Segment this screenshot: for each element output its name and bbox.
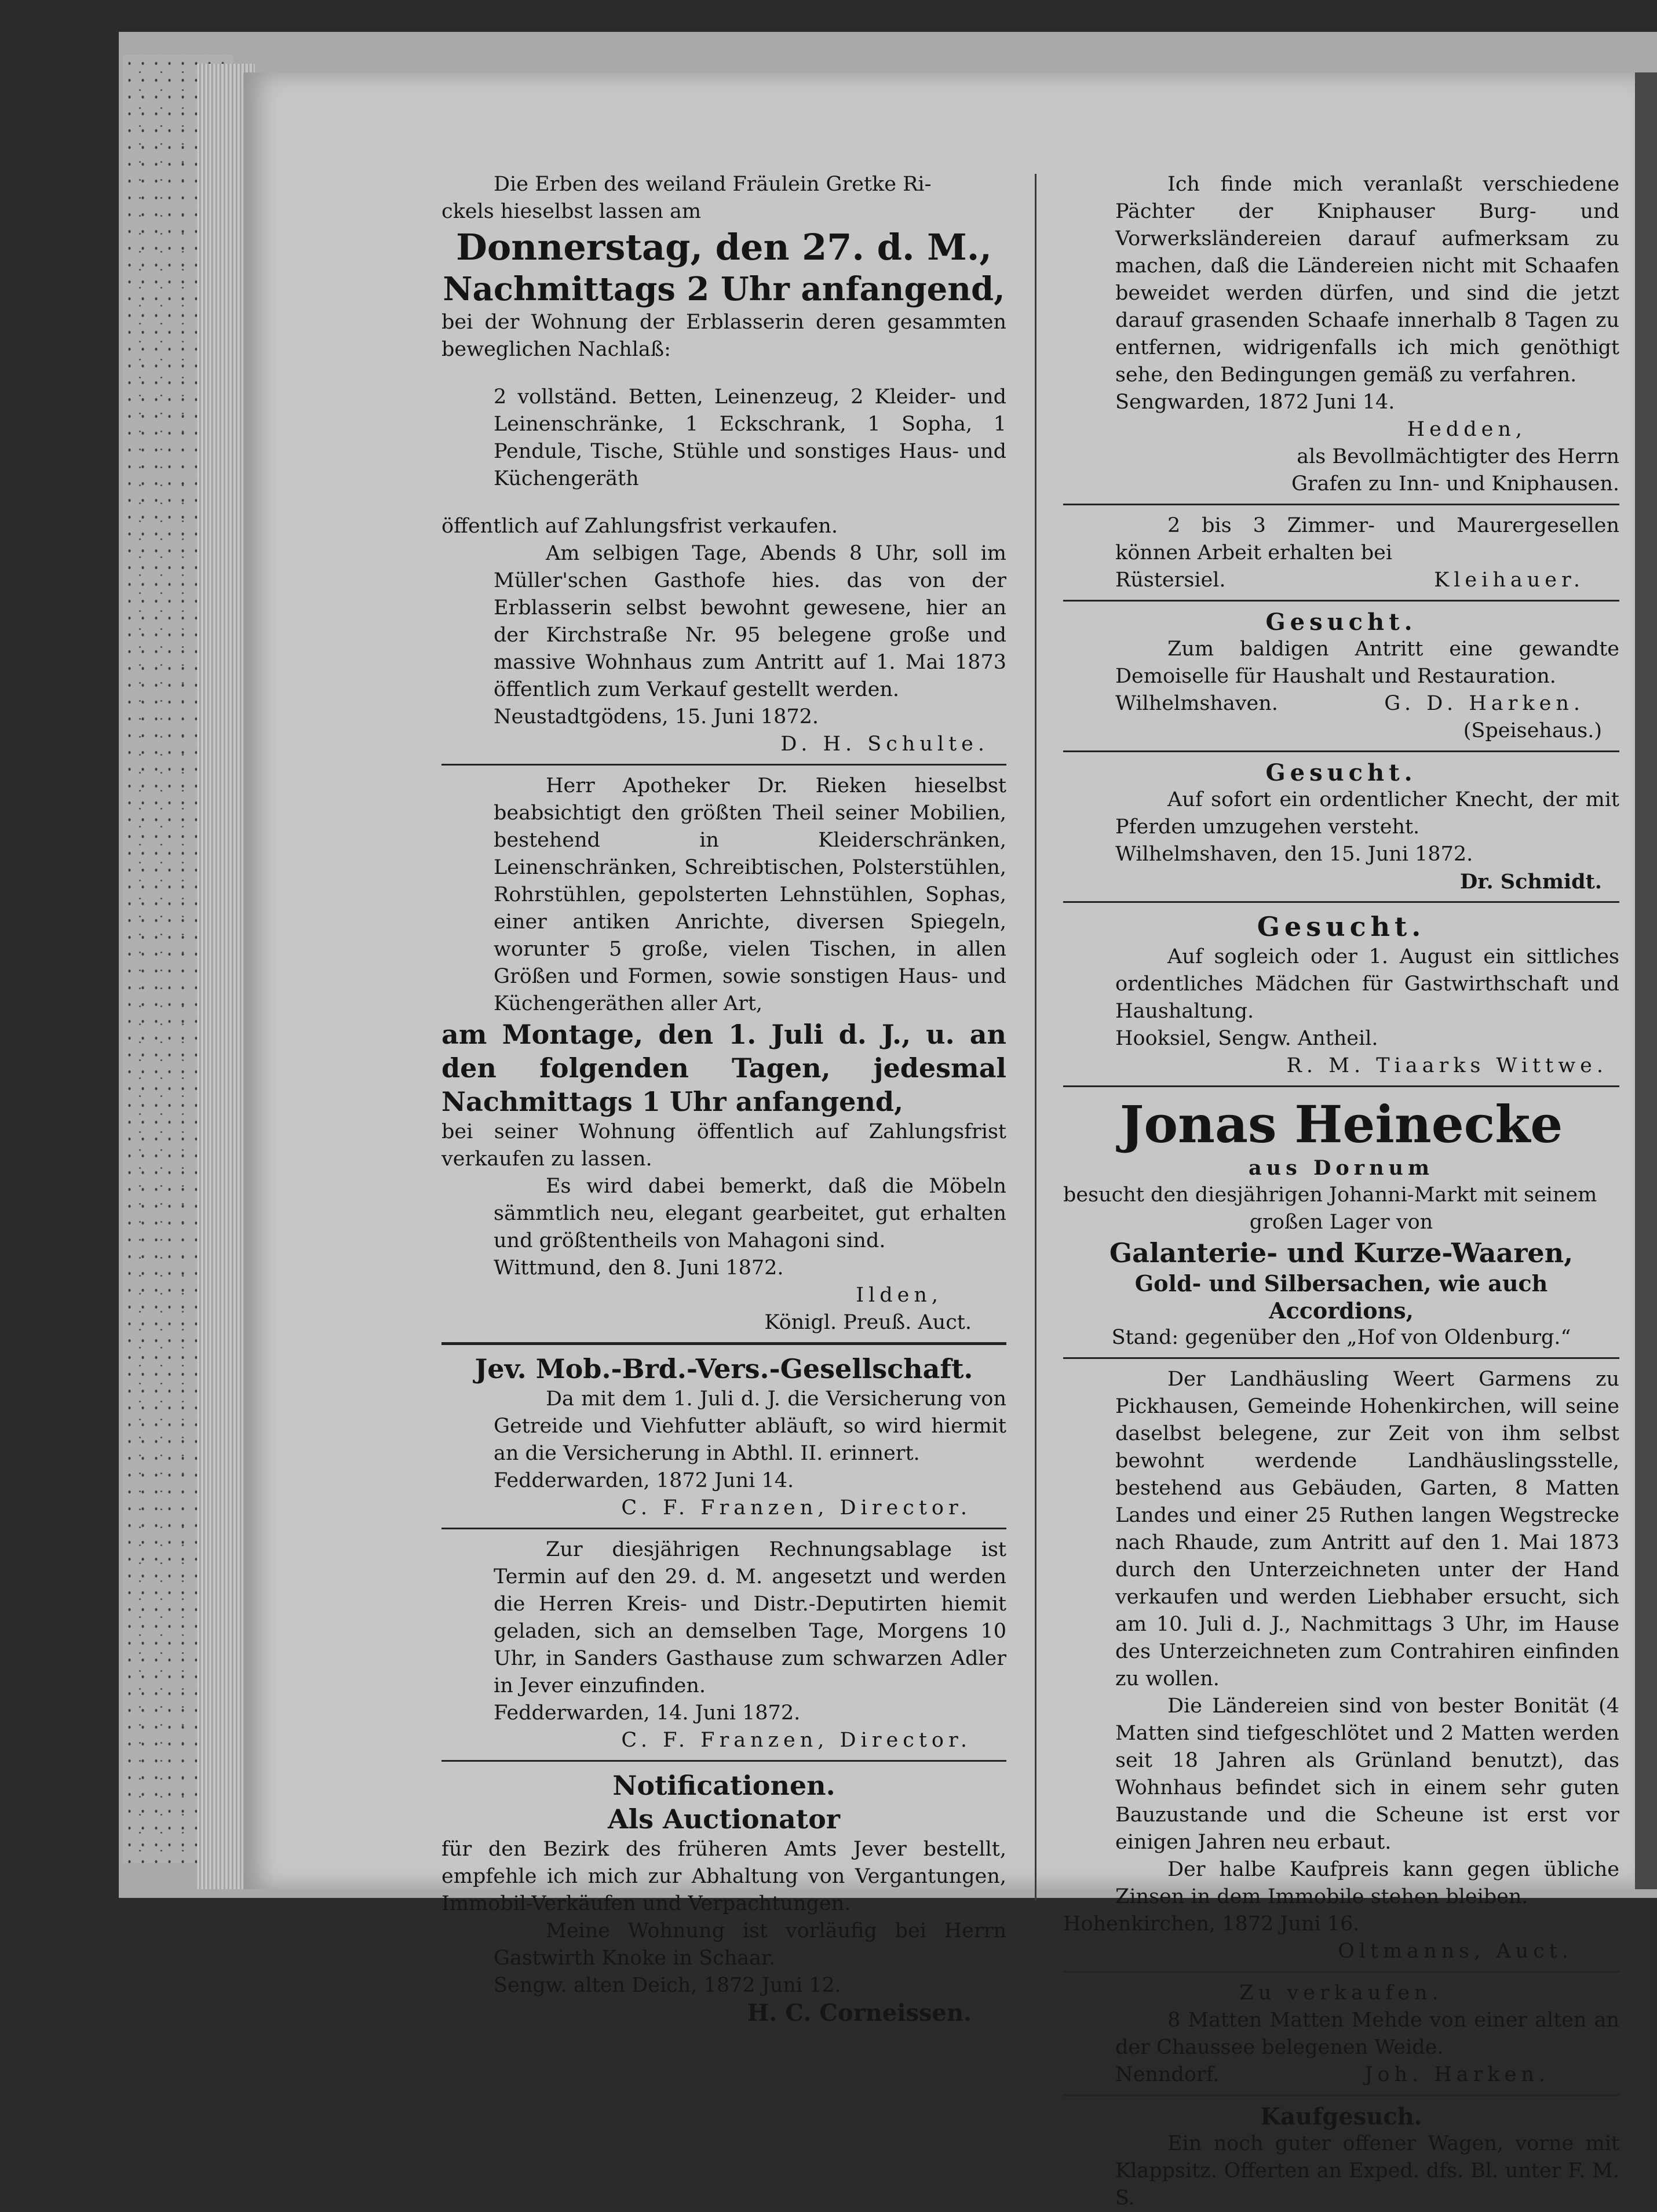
ad-signature-note: (Speisehaus.) [1463, 719, 1602, 742]
ad-separator [1063, 1085, 1619, 1087]
ad-signature: Joh. Harken. [1364, 2063, 1550, 2086]
ad-place: Hooksiel, Sengw. Antheil. [1115, 1027, 1378, 1050]
ad-item-list: 2 vollständ. Betten, Leinenzeug, 2 Kleider- und Leinenschränke, 1 Eckschrank, 1 Sopha, 1 Pendule, Tische, Stühle und sonstiges Haus- und Küchengeräth [494, 385, 1006, 490]
facing-page-edge [1635, 72, 1657, 1889]
ad-signature: C. F. Franzen, Director. [621, 1496, 972, 1519]
ad-place-date: Hohenkirchen, 1872 Juni 16. [1063, 1912, 1360, 1936]
ad-heinecke [1063, 1094, 1619, 1351]
ad-wanted-demoiselle [1063, 608, 1619, 745]
ad-headline: Gesucht. [1265, 608, 1417, 636]
ad-headline: Jonas Heinecke [1119, 1094, 1563, 1154]
ad-text: Zum baldigen Antritt eine gewandte Demoiselle für Haushalt und Restauration. [1115, 637, 1619, 688]
ad-separator [1063, 1357, 1619, 1359]
ad-masons [1063, 512, 1619, 594]
ad-auction-rieken [441, 772, 1006, 1336]
ad-headline: Gesucht. [1265, 759, 1417, 786]
ad-headline: Jev. Mob.-Brd.-Vers.-Gesellschaft. [475, 1353, 973, 1384]
ad-text: 8 Matten Matten Mehde von einer alten an der Chaussee belegenen Weide. [1115, 2009, 1619, 2059]
ad-separator [1063, 1971, 1619, 1973]
ad-text: Ein noch guter offener Wagen, vorne mit Klappsitz. Offerten an Exped. dfs. Bl. unter F. M. S. [1115, 2132, 1619, 2210]
ad-text: Herr Apotheker Dr. Rieken hieselbst beabsichtigt den größten Theil seiner Mobilien, bestehend in Kleiderschränken, Leinenschränken, Schreibtischen, Polsterstühlen, Rohrstühlen, gepolsterten Lehnstühlen, Sophas, einer antiken Anrichte, diversen Spiegeln, worunter 5 große, vielen Tischen, in allen Größen und Formen, sowie sonstigen Haus- und Küchengeräthen aller Art, [494, 774, 1006, 1015]
ad-subheadline: aus Dornum [1248, 1156, 1435, 1180]
ad-text: Auf sogleich oder 1. August ein sittliches ordentliches Mädchen für Gastwirthschaft und Haushaltung. [1115, 945, 1619, 1023]
ad-place-date: Sengw. alten Deich, 1872 Juni 12. [494, 1974, 841, 1997]
ad-signature: D. H. Schulte. [780, 733, 989, 756]
ad-signature-title: als Bevollmächtigter des Herrn [1297, 445, 1619, 468]
ad-separator [441, 1760, 1006, 1762]
left-column [441, 171, 1006, 2027]
ad-place-date: Fedderwarden, 14. Juni 1872. [494, 1701, 801, 1725]
ad-signature: Hedden, [1407, 418, 1527, 441]
ad-signature-title: Grafen zu Inn- und Kniphausen. [1291, 472, 1619, 495]
ad-separator [1063, 901, 1619, 903]
ad-text: Der Landhäusling Weert Garmens zu Pickhausen, Gemeinde Hohenkirchen, will seine daselbst belegene, zur Zeit von ihm selbst bewohnt werdende Landhäuslingsstelle, bestehend aus Gebäuden, Garten, 8 Matten Landes und einer 25 Ruthen langen Wegstrecke nach Rhaude, zum Antritt auf den 1. Mai 1873 durch den Unterzeichneten unter der Hand verkaufen und werden Liebhaber ersucht, sich am 10. Juli d. J., Nachmittags 3 Uhr, im Hause des Unterzeichneten zum Contrahiren einfinden zu wollen. [1115, 1368, 1619, 1690]
ad-text: Am selbigen Tage, Abends 8 Uhr, soll im Müller'schen Gasthofe hies. das von der Erblasserin selbst bewohnt gewesene, hier an der Kirchstraße Nr. 95 belegene große und massive Wohnhaus zum Antritt auf 1. Mai 1873 öffentlich zum Verkauf gestellt werden. [494, 542, 1006, 701]
section-heading: Notificationen. [612, 1770, 835, 1801]
ad-purchase-request [1063, 2103, 1619, 2212]
ad-place: Wilhelmshaven. [1115, 692, 1278, 715]
ad-separator [1063, 600, 1619, 602]
ad-signature: R. M. Tiaarks Wittwe. [1286, 1054, 1608, 1077]
ad-place-date: Wilhelmshaven, den 15. Juni 1872. [1115, 843, 1473, 866]
ad-text: Die Erben des weiland Fräulein Gretke Ri- [494, 173, 932, 196]
ad-headline: Kaufgesuch. [1260, 2103, 1422, 2130]
ad-headline: Nachmittags 2 Uhr anfangend, [443, 270, 1005, 308]
ad-footer-row [1063, 690, 1619, 717]
ad-signature: H. C. Corneissen. [747, 1999, 972, 2027]
ad-headline: Gesucht. [1257, 911, 1426, 942]
ad-text: Da mit dem 1. Juli d. J. die Versicherung von Getreide und Viehfutter abläuft, so wird hiermit an die Versicherung in Abthl. II. erinnert. [494, 1387, 1006, 1465]
ad-signature: Kleihauer. [1434, 569, 1585, 592]
ad-place: Nenndorf. [1115, 2063, 1220, 2086]
ad-text: öffentlich auf Zahlungsfrist verkaufen. [441, 515, 838, 538]
ad-signature: Oltmanns, Auct. [1338, 1940, 1573, 1963]
ad-for-sale [1063, 1980, 1619, 2089]
ad-separator [441, 1528, 1006, 1529]
ad-text: besucht den diesjährigen Johanni-Markt mit seinem [1063, 1183, 1597, 1207]
ad-text: Meine Wohnung ist vorläufig bei Herrn Gastwirth Knoke in Schaar. [494, 1919, 1006, 1970]
ad-text: bei der Wohnung der Erblasserin deren gesammten beweglichen Nachlaß: [441, 311, 1006, 361]
ad-signature: C. F. Franzen, Director. [621, 1729, 972, 1752]
ad-headline: Gold- und Silbersachen, wie auch Accordions, [1134, 1270, 1548, 1324]
ad-text: ckels hieselbst lassen am [441, 200, 702, 223]
ad-text: bei seiner Wohnung öffentlich auf Zahlungsfrist verkaufen zu lassen. [441, 1120, 1006, 1171]
ad-text: Stand: gegenüber den „Hof von Oldenburg.“ [1111, 1326, 1571, 1349]
ad-insurance [441, 1352, 1006, 1522]
ad-text: 2 bis 3 Zimmer- und Maurergesellen können Arbeit erhalten bei [1115, 514, 1619, 564]
ad-headline: Galanterie- und Kurze-Waaren, [1109, 1237, 1574, 1269]
ad-footer-row [1063, 567, 1619, 594]
ad-text: Ich finde mich veranlaßt verschiedene Pächter der Kniphauser Burg- und Vorwerksländereien darauf aufmerksam zu machen, daß die Ländereien nicht mit Schaafen beweidet werden dürfen, und sind die jetzt darauf grasenden Schaafe innerhalb 8 Tagen zu entfernen, widrigenfalls ich mich genöthigt sehe, den Bedingungen gemäß zu verfahren. [1115, 173, 1619, 387]
ad-signature: G. D. Harken. [1384, 692, 1585, 715]
ad-headline: Zu verkaufen. [1239, 1981, 1443, 2005]
ad-wanted-servant [1063, 759, 1619, 895]
ad-separator [441, 764, 1006, 766]
right-column [1063, 171, 1619, 2212]
ad-place-date: Neustadtgödens, 15. Juni 1872. [494, 705, 819, 728]
ad-signature: Dr. Schmidt. [1459, 870, 1602, 894]
ad-accounts [441, 1536, 1006, 1754]
ad-text: großen Lager von [1249, 1211, 1433, 1234]
ad-text: für den Bezirk des früheren Amts Jever bestellt, empfehle ich mich zur Abhaltung von Vergantungen, Immobil-Verkäufen und Verpachtungen. [441, 1838, 1006, 1915]
ad-text: Der halbe Kaufpreis kann gegen übliche Zinsen in dem Immobile stehen bleiben. [1115, 1858, 1619, 1908]
ad-place-date: Sengwarden, 1872 Juni 14. [1115, 391, 1395, 414]
ad-headline: Als Auctionator [607, 1803, 841, 1835]
column-divider [1035, 174, 1036, 1901]
ad-separator [1063, 2094, 1619, 2096]
ad-text: Zur diesjährigen Rechnungsablage ist Termin auf den 29. d. M. angesetzt und werden die Herren Kreis- und Distr.-Deputirten hiemit geladen, sich an demselben Tage, Morgens 10 Uhr, in Sanders Gasthause zum schwarzen Adler in Jever einzufinden. [494, 1538, 1006, 1697]
ad-separator [1063, 750, 1619, 752]
ad-place-date: Wittmund, den 8. Juni 1872. [494, 1256, 784, 1280]
ad-text: Die Ländereien sind von bester Bonität (4 Matten sind tiefgeschlötet und 2 Matten werden seit 18 Jahren als Grünland benutzt), das Wohnhaus befindet sich in einem sehr guten Bauzustande und die Scheune ist erst vor einigen Jahren neu erbaut. [1115, 1694, 1619, 1854]
ad-auction-gretke [441, 171, 1006, 758]
ad-signature: Ilden, [856, 1284, 943, 1307]
ad-text: Auf sofort ein ordentlicher Knecht, der mit Pferden umzugehen versteht. [1115, 788, 1619, 839]
ad-garmens [1063, 1366, 1619, 1965]
ad-signature-title: Königl. Preuß. Auct. [764, 1311, 972, 1334]
ad-sheep-notice [1063, 171, 1619, 498]
ad-headline: Donnerstag, den 27. d. M., [456, 226, 992, 268]
ad-headline: am Montage, den 1. Juli d. J., u. an den folgenden Tagen, jedesmal Nachmittags 1 Uhr anfangend, [441, 1019, 1006, 1117]
ad-footer-row [1063, 2061, 1619, 2089]
ad-text: Es wird dabei bemerkt, daß die Möbeln sämmtlich neu, elegant gearbeitet, gut erhalten und größtentheils von Mahagoni sind. [494, 1175, 1006, 1252]
ad-separator [441, 1342, 1006, 1345]
ad-wanted-maid [1063, 910, 1619, 1080]
ad-separator [1063, 504, 1619, 505]
ad-place-date: Fedderwarden, 1872 Juni 14. [494, 1469, 794, 1492]
ad-notifications [441, 1769, 1006, 2027]
ad-place: Rüstersiel. [1115, 569, 1226, 592]
